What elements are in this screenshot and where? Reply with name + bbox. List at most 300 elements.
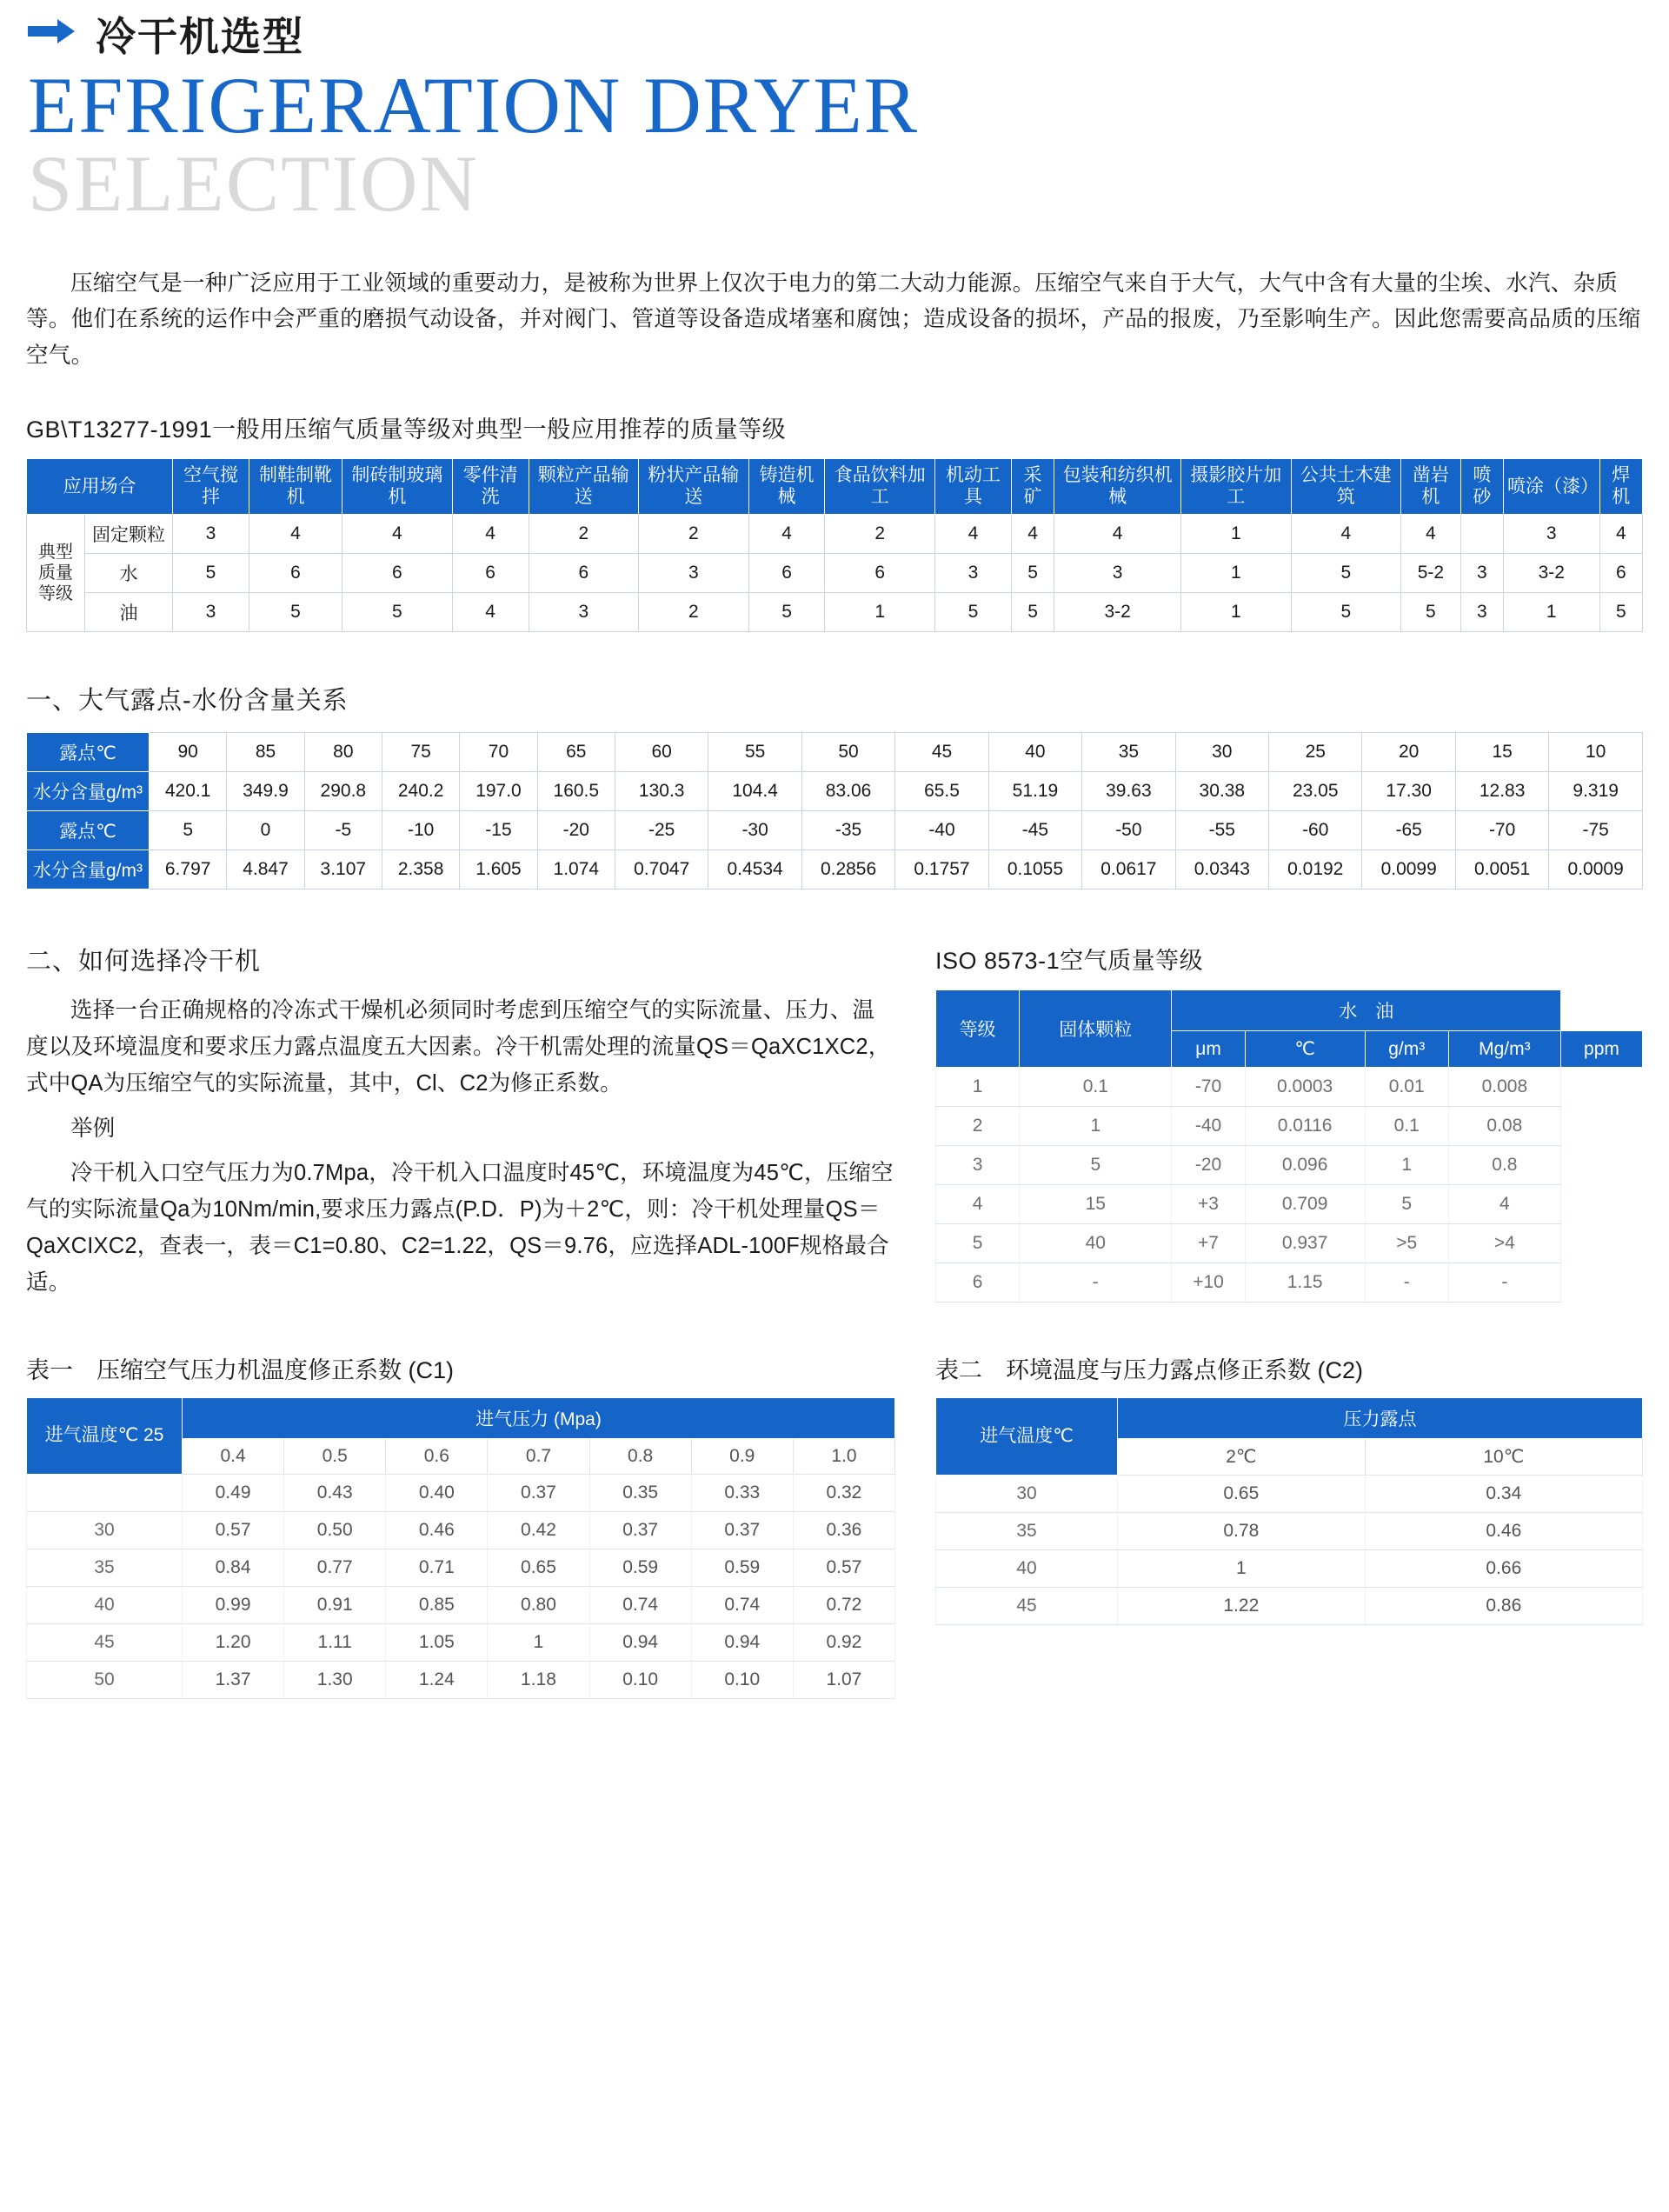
table2-dewpoint-1: 10℃ bbox=[1365, 1439, 1642, 1476]
iso-header-solid: 固体颗粒 bbox=[1020, 990, 1172, 1068]
table-row bbox=[27, 850, 1643, 889]
gbt-r0c5: 2 bbox=[639, 515, 749, 554]
table1-r3c3: 0.80 bbox=[488, 1587, 589, 1624]
water-r0c10: 51.19 bbox=[988, 772, 1081, 811]
gbt-r2c5: 2 bbox=[639, 593, 749, 632]
water-r0c11: 39.63 bbox=[1082, 772, 1175, 811]
gbt-r0c11: 1 bbox=[1181, 515, 1292, 554]
table1-pressure-0: 0.4 bbox=[183, 1439, 284, 1475]
gbt-r2c14: 3 bbox=[1460, 593, 1503, 632]
gbt-row-0-name: 固定颗粒 bbox=[85, 515, 173, 554]
table1-r4c2: 1.05 bbox=[386, 1624, 488, 1662]
table1-r3c5: 0.74 bbox=[691, 1587, 793, 1624]
table1-r4-temp: 45 bbox=[27, 1624, 183, 1662]
water-label-1: 水分含量g/m³ bbox=[27, 772, 150, 811]
dew-r0c16: 10 bbox=[1549, 733, 1643, 772]
coefficient-tables-area bbox=[26, 1306, 1643, 1699]
iso-r1c5: 0.08 bbox=[1448, 1107, 1560, 1146]
gbt-col-9: 采矿 bbox=[1011, 458, 1054, 514]
page-title-cn: 冷干机选型 bbox=[96, 14, 304, 59]
gbt-r1c0: 5 bbox=[173, 554, 249, 593]
dew-r0c15: 15 bbox=[1455, 733, 1548, 772]
table-row bbox=[936, 1550, 1643, 1588]
table1-r3c6: 0.72 bbox=[793, 1587, 894, 1624]
water-r1c13: 0.0192 bbox=[1269, 850, 1362, 889]
dew-r1c1: 0 bbox=[227, 811, 304, 850]
dew-r1c5: -20 bbox=[537, 811, 615, 850]
table2-r2-temp: 40 bbox=[936, 1550, 1118, 1588]
gbt-r0c15: 3 bbox=[1503, 515, 1599, 554]
table-row bbox=[936, 1146, 1643, 1185]
iso-r4c1: 40 bbox=[1020, 1224, 1172, 1263]
iso-r5c5: - bbox=[1448, 1263, 1560, 1303]
arrow-right-icon bbox=[26, 16, 76, 57]
water-r1c7: 0.4534 bbox=[708, 850, 801, 889]
water-r1c0: 6.797 bbox=[150, 850, 227, 889]
table1-r1c1: 0.50 bbox=[284, 1512, 386, 1549]
table1-r1c0: 0.57 bbox=[183, 1512, 284, 1549]
table-row bbox=[27, 1512, 895, 1549]
table2-r0c0: 0.65 bbox=[1118, 1476, 1366, 1513]
gbt-r0c6: 4 bbox=[748, 515, 825, 554]
gbt-col-5: 粉状产品输送 bbox=[639, 458, 749, 514]
dew-label-2: 露点℃ bbox=[27, 811, 150, 850]
gbt-r1c13: 5-2 bbox=[1401, 554, 1461, 593]
iso-r2c0: 3 bbox=[936, 1146, 1020, 1185]
section2-title: 二、如何选择冷干机 bbox=[26, 948, 262, 976]
gbt-r2c2: 5 bbox=[342, 593, 453, 632]
table1-r1c3: 0.42 bbox=[488, 1512, 589, 1549]
iso-r3c1: 15 bbox=[1020, 1185, 1172, 1224]
gbt-r1c8: 3 bbox=[935, 554, 1012, 593]
table1-r2c3: 0.65 bbox=[488, 1549, 589, 1587]
gbt-r2c11: 1 bbox=[1181, 593, 1292, 632]
table-header-row bbox=[936, 990, 1643, 1031]
iso-r2c2: -20 bbox=[1172, 1146, 1245, 1185]
water-r0c7: 104.4 bbox=[708, 772, 801, 811]
table1-caption: 表一 压缩空气压力机温度修正系数 (C1) bbox=[26, 1357, 454, 1384]
table1-r5c5: 0.10 bbox=[691, 1662, 793, 1699]
gbt-r1c12: 5 bbox=[1291, 554, 1401, 593]
dew-r0c11: 35 bbox=[1082, 733, 1175, 772]
dew-r1c16: -75 bbox=[1549, 811, 1643, 850]
gbt-r2c15: 1 bbox=[1503, 593, 1599, 632]
iso-r0c5: 0.008 bbox=[1448, 1068, 1560, 1107]
table1-r2c4: 0.59 bbox=[589, 1549, 691, 1587]
table2-r0c1: 0.34 bbox=[1365, 1476, 1642, 1513]
gbt-col-16: 焊机 bbox=[1599, 458, 1642, 514]
iso-r5c2: +10 bbox=[1172, 1263, 1245, 1303]
gbt-r0c16: 4 bbox=[1599, 515, 1642, 554]
table1-r5c4: 0.10 bbox=[589, 1662, 691, 1699]
table1-r1c6: 0.36 bbox=[793, 1512, 894, 1549]
table1-r0c3: 0.37 bbox=[488, 1475, 589, 1512]
dew-r1c6: -25 bbox=[615, 811, 708, 850]
water-r0c5: 160.5 bbox=[537, 772, 615, 811]
water-r0c9: 65.5 bbox=[895, 772, 988, 811]
iso-r4c5: >4 bbox=[1448, 1224, 1560, 1263]
iso-r5c0: 6 bbox=[936, 1263, 1020, 1303]
gbt-r1c10: 3 bbox=[1054, 554, 1181, 593]
table-row bbox=[936, 1107, 1643, 1146]
iso-r1c1: 1 bbox=[1020, 1107, 1172, 1146]
water-r0c8: 83.06 bbox=[801, 772, 894, 811]
table1-r0c4: 0.35 bbox=[589, 1475, 691, 1512]
gbt-r1c14: 3 bbox=[1460, 554, 1503, 593]
table1-pressure-2: 0.6 bbox=[386, 1439, 488, 1475]
table-row bbox=[936, 1263, 1643, 1303]
gbt-r2c4: 3 bbox=[529, 593, 639, 632]
iso-r0c4: 0.01 bbox=[1365, 1068, 1448, 1107]
dew-label-1: 露点℃ bbox=[27, 733, 150, 772]
iso-r3c0: 4 bbox=[936, 1185, 1020, 1224]
gbt-col-12: 公共土木建筑 bbox=[1291, 458, 1401, 514]
gbt-col-13: 凿岩机 bbox=[1401, 458, 1461, 514]
table-row bbox=[936, 1476, 1643, 1513]
iso-r5c4: - bbox=[1365, 1263, 1448, 1303]
water-r1c3: 2.358 bbox=[382, 850, 459, 889]
section2-left-column bbox=[26, 893, 895, 1302]
table2-wrapper bbox=[935, 1306, 1643, 1625]
water-r0c12: 30.38 bbox=[1175, 772, 1268, 811]
iso-r2c3: 0.096 bbox=[1245, 1146, 1365, 1185]
gbt-header-application: 应用场合 bbox=[27, 458, 173, 514]
dew-r1c15: -70 bbox=[1455, 811, 1548, 850]
iso-r2c4: 1 bbox=[1365, 1146, 1448, 1185]
table1-r4c3: 1 bbox=[488, 1624, 589, 1662]
iso-r4c4: >5 bbox=[1365, 1224, 1448, 1263]
gbt-r1c16: 6 bbox=[1599, 554, 1642, 593]
dew-r0c8: 50 bbox=[801, 733, 894, 772]
gbt-r2c8: 5 bbox=[935, 593, 1012, 632]
table1-r0c2: 0.40 bbox=[386, 1475, 488, 1512]
table1-r4c5: 0.94 bbox=[691, 1624, 793, 1662]
gbt-r2c10: 3-2 bbox=[1054, 593, 1181, 632]
iso-subheader-2: g/m³ bbox=[1365, 1031, 1448, 1068]
water-r1c11: 0.0617 bbox=[1082, 850, 1175, 889]
iso-r1c0: 2 bbox=[936, 1107, 1020, 1146]
table1-r5c3: 1.18 bbox=[488, 1662, 589, 1699]
table1-r4c4: 0.94 bbox=[589, 1624, 691, 1662]
water-r0c1: 349.9 bbox=[227, 772, 304, 811]
iso-table-title: ISO 8573-1空气质量等级 bbox=[935, 948, 1204, 975]
water-r0c13: 23.05 bbox=[1269, 772, 1362, 811]
gbt-r0c4: 2 bbox=[529, 515, 639, 554]
table1-r5c6: 1.07 bbox=[793, 1662, 894, 1699]
gbt-r0c13: 4 bbox=[1401, 515, 1461, 554]
dew-r0c6: 60 bbox=[615, 733, 708, 772]
table1-corner-label: 进气温度℃ 25 bbox=[27, 1398, 183, 1475]
dew-r0c14: 20 bbox=[1362, 733, 1455, 772]
iso-r0c1: 0.1 bbox=[1020, 1068, 1172, 1107]
iso-r3c2: +3 bbox=[1172, 1185, 1245, 1224]
gbt-r0c1: 4 bbox=[249, 515, 342, 554]
water-r1c8: 0.2856 bbox=[801, 850, 894, 889]
table1-r1c5: 0.37 bbox=[691, 1512, 793, 1549]
water-r0c6: 130.3 bbox=[615, 772, 708, 811]
gbt-r0c9: 4 bbox=[1011, 515, 1054, 554]
table-row bbox=[27, 811, 1643, 850]
dew-r1c2: -5 bbox=[304, 811, 382, 850]
gbt-r2c6: 5 bbox=[748, 593, 825, 632]
table-row bbox=[27, 1624, 895, 1662]
dew-r1c3: -10 bbox=[382, 811, 459, 850]
page-header bbox=[26, 16, 1643, 57]
gbt-r0c7: 2 bbox=[825, 515, 935, 554]
table1-r2-temp: 35 bbox=[27, 1549, 183, 1587]
water-r0c0: 420.1 bbox=[150, 772, 227, 811]
page-title-en-line1: EFRIGERATION DRYER bbox=[28, 61, 920, 150]
water-r1c2: 3.107 bbox=[304, 850, 382, 889]
water-r1c15: 0.0051 bbox=[1455, 850, 1548, 889]
dew-r0c7: 55 bbox=[708, 733, 801, 772]
gbt-r2c7: 1 bbox=[825, 593, 935, 632]
iso-header-water-oil: 水 油 bbox=[1172, 990, 1560, 1031]
table1-r2c0: 0.84 bbox=[183, 1549, 284, 1587]
gbt-r1c3: 6 bbox=[452, 554, 529, 593]
table2-r2c0: 1 bbox=[1118, 1550, 1366, 1588]
iso-subheader-0: μm bbox=[1172, 1031, 1245, 1068]
gbt-col-15: 喷涂（漆） bbox=[1503, 458, 1599, 514]
gbt-r1c4: 6 bbox=[529, 554, 639, 593]
water-r0c3: 240.2 bbox=[382, 772, 459, 811]
gbt-r2c13: 5 bbox=[1401, 593, 1461, 632]
table1-r5c1: 1.30 bbox=[284, 1662, 386, 1699]
table2-r3-temp: 45 bbox=[936, 1588, 1118, 1625]
dew-r0c10: 40 bbox=[988, 733, 1081, 772]
table1-r0c5: 0.33 bbox=[691, 1475, 793, 1512]
dew-r0c13: 25 bbox=[1269, 733, 1362, 772]
dew-r1c12: -55 bbox=[1175, 811, 1268, 850]
gbt-r2c16: 5 bbox=[1599, 593, 1642, 632]
table-row bbox=[27, 554, 1643, 593]
table2-r1-temp: 35 bbox=[936, 1513, 1118, 1550]
table1-r3c4: 0.74 bbox=[589, 1587, 691, 1624]
iso-r4c2: +7 bbox=[1172, 1224, 1245, 1263]
dew-r0c3: 75 bbox=[382, 733, 459, 772]
gbt-side-caption: 典型质量等级 bbox=[27, 515, 85, 632]
table2-r1c0: 0.78 bbox=[1118, 1513, 1366, 1550]
gbt-r1c15: 3-2 bbox=[1503, 554, 1599, 593]
gbt-col-2: 制砖制玻璃机 bbox=[342, 458, 453, 514]
table1-r3c1: 0.91 bbox=[284, 1587, 386, 1624]
table1-r2c6: 0.57 bbox=[793, 1549, 894, 1587]
dew-r0c12: 30 bbox=[1175, 733, 1268, 772]
table-row bbox=[27, 772, 1643, 811]
section2-area bbox=[26, 893, 1643, 1303]
gbt-col-3: 零件清洗 bbox=[452, 458, 529, 514]
gbt-r0c14 bbox=[1460, 515, 1503, 554]
table2-corner-label: 进气温度℃ bbox=[936, 1398, 1118, 1476]
gbt-col-6: 铸造机械 bbox=[748, 458, 825, 514]
table-row bbox=[27, 515, 1643, 554]
iso-r5c3: 1.15 bbox=[1245, 1263, 1365, 1303]
iso-r0c3: 0.0003 bbox=[1245, 1068, 1365, 1107]
table1-pressure-4: 0.8 bbox=[589, 1439, 691, 1475]
table1-r4c6: 0.92 bbox=[793, 1624, 894, 1662]
table-row bbox=[936, 1185, 1643, 1224]
gbt-col-1: 制鞋制靴机 bbox=[249, 458, 342, 514]
iso-subheader-1: ℃ bbox=[1245, 1031, 1365, 1068]
gbt-r1c2: 6 bbox=[342, 554, 453, 593]
water-r1c14: 0.0099 bbox=[1362, 850, 1455, 889]
table1-r4c0: 1.20 bbox=[183, 1624, 284, 1662]
gbt-r2c1: 5 bbox=[249, 593, 342, 632]
table2-r1c1: 0.46 bbox=[1365, 1513, 1642, 1550]
water-r0c14: 17.30 bbox=[1362, 772, 1455, 811]
table1-r2c5: 0.59 bbox=[691, 1549, 793, 1587]
table1-r5c0: 1.37 bbox=[183, 1662, 284, 1699]
dew-r0c5: 65 bbox=[537, 733, 615, 772]
gbt-r1c11: 1 bbox=[1181, 554, 1292, 593]
table1-r0c6: 0.32 bbox=[793, 1475, 894, 1512]
gbt-table-title: GB\T13277-1991一般用压缩气质量等级对典型一般应用推荐的质量等级 bbox=[26, 416, 787, 443]
water-r0c16: 9.319 bbox=[1549, 772, 1643, 811]
table1-r3c0: 0.99 bbox=[183, 1587, 284, 1624]
gbt-r0c12: 4 bbox=[1291, 515, 1401, 554]
table1-r2c2: 0.71 bbox=[386, 1549, 488, 1587]
gbt-r2c9: 5 bbox=[1011, 593, 1054, 632]
table1-r2c1: 0.77 bbox=[284, 1549, 386, 1587]
iso-r0c0: 1 bbox=[936, 1068, 1020, 1107]
section1-title: 一、大气露点-水份含量关系 bbox=[26, 687, 349, 716]
gbt-col-10: 包装和纺织机械 bbox=[1054, 458, 1181, 514]
iso-r3c3: 0.709 bbox=[1245, 1185, 1365, 1224]
iso-r1c4: 0.1 bbox=[1365, 1107, 1448, 1146]
intro-paragraph: 压缩空气是一种广泛应用于工业领域的重要动力，是被称为世界上仅次于电力的第二大动力能源。压缩空气来自于大气，大气中含有大量的尘埃、水汽、杂质等。他们在系统的运作中会严重的磨损气动设备，并对阀门、管道等设备造成堵塞和腐蚀；造成设备的损坏，产品的报废，乃至影响生产。因此您需要高品质的压缩空气。 bbox=[26, 270, 1641, 368]
iso-header-level: 等级 bbox=[936, 990, 1020, 1068]
section2-right-column bbox=[935, 893, 1643, 1303]
iso-8573-table bbox=[935, 989, 1643, 1303]
water-r1c10: 0.1055 bbox=[988, 850, 1081, 889]
iso-subheader-4: ppm bbox=[1560, 1031, 1642, 1068]
section2-paragraph-1: 选择一台正确规格的冷冻式干燥机必须同时考虑到压缩空气的实际流量、压力、温度以及环境温度和要求压力露点温度五大因素。冷干机需处理的流量QS＝QaXC1XC2，式中QA为压缩空气的实际流量，其中，Cl、C2为修正系数。 bbox=[26, 998, 891, 1096]
water-r0c2: 290.8 bbox=[304, 772, 382, 811]
table-header-row bbox=[27, 1398, 895, 1439]
dew-r1c8: -35 bbox=[801, 811, 894, 850]
table2-dewpoint-0: 2℃ bbox=[1118, 1439, 1366, 1476]
water-r1c9: 0.1757 bbox=[895, 850, 988, 889]
dew-r1c0: 5 bbox=[150, 811, 227, 850]
table1-r1c4: 0.37 bbox=[589, 1512, 691, 1549]
table-header-row bbox=[27, 458, 1643, 514]
dewpoint-moisture-table bbox=[26, 732, 1643, 889]
water-r1c5: 1.074 bbox=[537, 850, 615, 889]
table-row bbox=[27, 1475, 895, 1512]
table1-r3-temp: 40 bbox=[27, 1587, 183, 1624]
iso-r4c3: 0.937 bbox=[1245, 1224, 1365, 1263]
gbt-r1c1: 6 bbox=[249, 554, 342, 593]
iso-r0c2: -70 bbox=[1172, 1068, 1245, 1107]
gbt-r0c0: 3 bbox=[173, 515, 249, 554]
table2-r0-temp: 30 bbox=[936, 1476, 1118, 1513]
c1-coefficient-table bbox=[26, 1397, 895, 1699]
section2-example-label: 举例 bbox=[70, 1116, 116, 1141]
water-r0c15: 12.83 bbox=[1455, 772, 1548, 811]
table2-r2c1: 0.66 bbox=[1365, 1550, 1642, 1588]
table1-r1c2: 0.46 bbox=[386, 1512, 488, 1549]
dew-r0c4: 70 bbox=[460, 733, 537, 772]
table-row bbox=[936, 1068, 1643, 1107]
gbt-col-14: 喷砂 bbox=[1460, 458, 1503, 514]
gbt-row-2-name: 油 bbox=[85, 593, 173, 632]
table1-group-header: 进气压力 (Mpa) bbox=[183, 1398, 895, 1439]
gbt-col-4: 颗粒产品输送 bbox=[529, 458, 639, 514]
iso-r3c5: 4 bbox=[1448, 1185, 1560, 1224]
table1-r0c1: 0.43 bbox=[284, 1475, 386, 1512]
table2-r3c0: 1.22 bbox=[1118, 1588, 1366, 1625]
dew-r0c2: 80 bbox=[304, 733, 382, 772]
dew-r1c13: -60 bbox=[1269, 811, 1362, 850]
page-title-en-line2: SELECTION bbox=[28, 139, 479, 229]
dew-r0c0: 90 bbox=[150, 733, 227, 772]
table1-pressure-6: 1.0 bbox=[793, 1439, 894, 1475]
table1-r4c1: 1.11 bbox=[284, 1624, 386, 1662]
table-row bbox=[936, 1224, 1643, 1263]
table-row bbox=[27, 1662, 895, 1699]
table-row bbox=[936, 1588, 1643, 1625]
dew-r0c9: 45 bbox=[895, 733, 988, 772]
iso-r4c0: 5 bbox=[936, 1224, 1020, 1263]
table-row bbox=[27, 593, 1643, 632]
gbt-row-1-name: 水 bbox=[85, 554, 173, 593]
iso-r1c2: -40 bbox=[1172, 1107, 1245, 1146]
water-r0c4: 197.0 bbox=[460, 772, 537, 811]
iso-r2c5: 0.8 bbox=[1448, 1146, 1560, 1185]
table1-pressure-1: 0.5 bbox=[284, 1439, 386, 1475]
table1-pressure-3: 0.7 bbox=[488, 1439, 589, 1475]
water-r1c6: 0.7047 bbox=[615, 850, 708, 889]
iso-r3c4: 5 bbox=[1365, 1185, 1448, 1224]
iso-r5c1: - bbox=[1020, 1263, 1172, 1303]
water-r1c16: 0.0009 bbox=[1549, 850, 1643, 889]
dew-r1c4: -15 bbox=[460, 811, 537, 850]
gbt-col-0: 空气搅拌 bbox=[173, 458, 249, 514]
gbt-r2c3: 4 bbox=[452, 593, 529, 632]
table2-caption: 表二 环境温度与压力露点修正系数 (C2) bbox=[935, 1357, 1363, 1384]
table-row bbox=[27, 1587, 895, 1624]
table1-r0c0: 0.49 bbox=[183, 1475, 284, 1512]
iso-r1c3: 0.0116 bbox=[1245, 1107, 1365, 1146]
water-label-2: 水分含量g/m³ bbox=[27, 850, 150, 889]
iso-subheader-3: Mg/m³ bbox=[1448, 1031, 1560, 1068]
gbt-r2c0: 3 bbox=[173, 593, 249, 632]
table2-group-header: 压力露点 bbox=[1118, 1398, 1643, 1439]
section2-paragraph-2: 冷干机入口空气压力为0.7Mpa，冷干机入口温度时45℃，环境温度为45℃，压缩空气的实际流量Qa为10Nm/min,要求压力露点(P.D．P)为＋2℃，则：冷干机处理量QS＝QaXCIXC2，查表一，表＝C1=0.80、C2=1.22，QS＝9.76，应选择ADL-100F规格最合适。 bbox=[26, 1161, 894, 1295]
dew-r0c1: 85 bbox=[227, 733, 304, 772]
dew-r1c7: -30 bbox=[708, 811, 801, 850]
table1-r0-temp bbox=[27, 1475, 183, 1512]
gbt-r1c6: 6 bbox=[748, 554, 825, 593]
gbt-r0c10: 4 bbox=[1054, 515, 1181, 554]
table1-r1-temp: 30 bbox=[27, 1512, 183, 1549]
gbt-quality-table bbox=[26, 458, 1643, 632]
dew-r1c11: -50 bbox=[1082, 811, 1175, 850]
gbt-r0c8: 4 bbox=[935, 515, 1012, 554]
water-r1c12: 0.0343 bbox=[1175, 850, 1268, 889]
gbt-col-8: 机动工具 bbox=[935, 458, 1012, 514]
gbt-r1c9: 5 bbox=[1011, 554, 1054, 593]
dew-r1c9: -40 bbox=[895, 811, 988, 850]
table1-r3c2: 0.85 bbox=[386, 1587, 488, 1624]
c2-coefficient-table bbox=[935, 1397, 1643, 1625]
gbt-r1c5: 3 bbox=[639, 554, 749, 593]
gbt-r1c7: 6 bbox=[825, 554, 935, 593]
table-row bbox=[27, 1549, 895, 1587]
table1-r5c2: 1.24 bbox=[386, 1662, 488, 1699]
table1-r5-temp: 50 bbox=[27, 1662, 183, 1699]
table2-r3c1: 0.86 bbox=[1365, 1588, 1642, 1625]
